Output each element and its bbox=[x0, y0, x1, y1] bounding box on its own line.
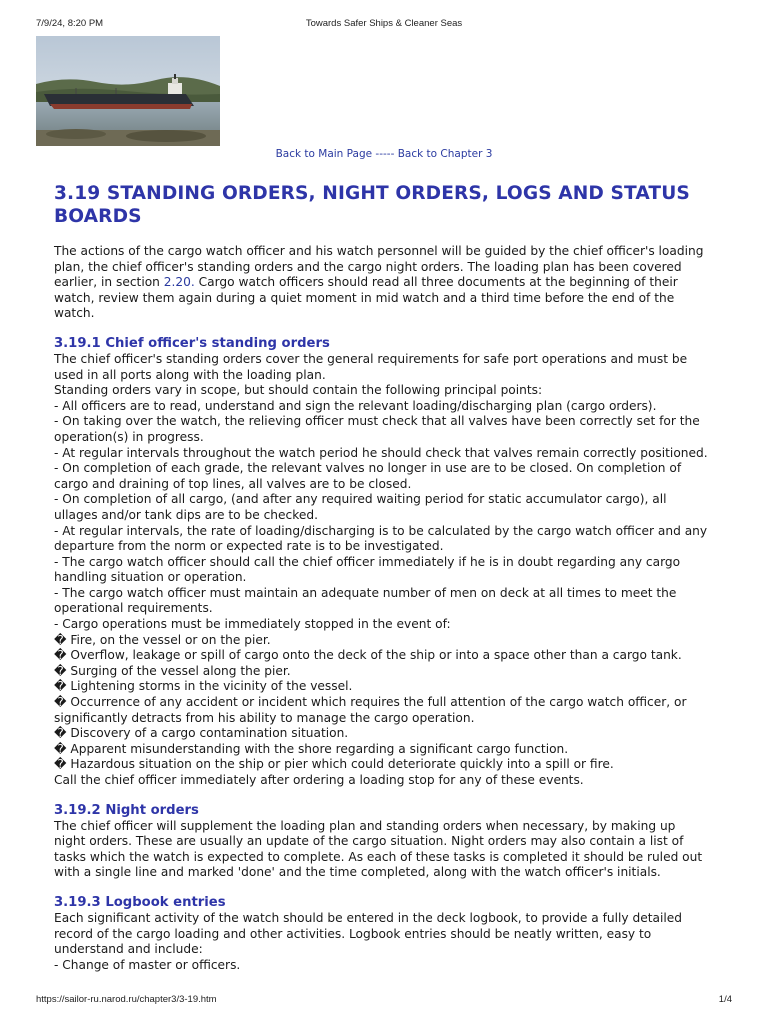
section-heading: 3.19.1 Chief officer's standing orders bbox=[54, 335, 330, 351]
print-footer bbox=[0, 994, 768, 1008]
stop-event-item: � Discovery of a cargo contamination situation. bbox=[54, 726, 349, 741]
back-to-main-page-link[interactable]: Back to Main Page bbox=[275, 148, 373, 160]
stop-event-item: � Fire, on the vessel or on the pier. bbox=[54, 632, 271, 647]
list-item: - Cargo operations must be immediately stopped in the event of: bbox=[54, 617, 451, 632]
print-page-title: Towards Safer Ships & Cleaner Seas bbox=[305, 18, 463, 29]
section-night-orders bbox=[54, 803, 710, 881]
list-item: - On taking over the watch, the relieving officer must check that all valves have been correctly set for the operation(s) in progress. bbox=[54, 414, 700, 444]
section-line: Call the chief officer immediately after ordering a loading stop for any of these events. bbox=[54, 773, 584, 787]
list-item: - On completion of each grade, the relevant valves no longer in use are to be closed. On completion of cargo and draining of top lines, all valves are to be closed. bbox=[54, 461, 682, 491]
navigation-links bbox=[0, 148, 768, 160]
print-header bbox=[0, 18, 768, 32]
section-standing-orders bbox=[54, 336, 710, 789]
section-line: Standing orders vary in scope, but should contain the following principal points: bbox=[54, 383, 543, 398]
stop-event-item: � Lightening storms in the vicinity of the vessel. bbox=[54, 679, 353, 694]
stop-event-item: � Surging of the vessel along the pier. bbox=[54, 663, 291, 678]
tanker-photo-image bbox=[36, 36, 220, 146]
print-datetime: 7/9/24, 8:20 PM bbox=[36, 18, 104, 29]
stop-event-item: � Overflow, leakage or spill of cargo onto the deck of the ship or into a space other than a cargo tank. bbox=[54, 648, 682, 663]
nav-separator: ----- bbox=[372, 148, 398, 160]
print-url: https://sailor-ru.narod.ru/chapter3/3-19.htm bbox=[36, 994, 217, 1005]
print-page-number: 1/4 bbox=[718, 994, 732, 1005]
list-item: - At regular intervals, the rate of loading/discharging is to be calculated by the cargo watch officer and any departure from the norm or expected rate is to be investigated. bbox=[54, 523, 708, 554]
section-reference-link[interactable]: 2.20. bbox=[163, 275, 195, 290]
section-line: The chief officer will supplement the loading plan and standing orders when necessary, by making up night orders. These are usually an update of the cargo situation. Night orders may also contain a list of tasks which the watch is expected to complete. As each of these tasks is completed it should be ruled out with a single line and marked 'done' and the time completed, along with the watch officer's initials. bbox=[54, 818, 703, 880]
stop-event-item: � Hazardous situation on the ship or pier which could deteriorate quickly into a spill or fire. bbox=[54, 757, 614, 772]
list-item: - The cargo watch officer must maintain an adequate number of men on deck at all times to meet the operational requirements. bbox=[54, 585, 677, 616]
list-item: - The cargo watch officer should call the chief officer immediately if he is in doubt regarding any cargo handling situation or operation. bbox=[54, 554, 681, 585]
section-logbook-entries bbox=[54, 895, 710, 973]
list-item: - All officers are to read, understand and sign the relevant loading/discharging plan (cargo orders). bbox=[54, 398, 657, 413]
list-item: - Change of master or officers. bbox=[54, 957, 241, 972]
list-item: - At regular intervals throughout the watch period he should check that valves remain correctly positioned. bbox=[54, 445, 708, 460]
section-heading: 3.19.3 Logbook entries bbox=[54, 894, 226, 910]
page-title: 3.19 STANDING ORDERS, NIGHT ORDERS, LOGS AND STATUS BOARDS bbox=[54, 183, 690, 227]
intro-text-before: The actions of the cargo watch officer and his watch personnel will be guided by the chief officer's loading plan, the chief officer's standing orders and the cargo night orders. The loading plan has been covered earlier, in section bbox=[54, 244, 704, 290]
stop-event-item: � Apparent misunderstanding with the shore regarding a significant cargo function. bbox=[54, 741, 569, 756]
list-item: - On completion of all cargo, (and after any required waiting period for static accumulator cargo), all ullages and/or tank dips are to be checked. bbox=[54, 492, 667, 522]
back-to-chapter-link[interactable]: Back to Chapter 3 bbox=[397, 148, 493, 160]
intro-paragraph bbox=[54, 244, 710, 322]
section-line: Each significant activity of the watch should be entered in the deck logbook, to provide a fully detailed record of the cargo loading and other activities. Logbook entries should be neatly written, easy to understand and include: bbox=[54, 910, 683, 957]
intro-text-after: Cargo watch officers should read all three documents at the beginning of their watch, review them again during a quiet moment in mid watch and a third time before the end of the watch. bbox=[54, 275, 678, 321]
section-line: The chief officer's standing orders cover the general requirements for safe port operations and must be used in all ports along with the loading plan. bbox=[54, 351, 688, 382]
article-content bbox=[54, 182, 710, 987]
section-heading: 3.19.2 Night orders bbox=[54, 802, 199, 818]
stop-event-item: � Occurrence of any accident or incident which requires the full attention of the cargo watch officer, or significantly detracts from his ability to manage the cargo operation. bbox=[54, 695, 687, 725]
tanker-photo bbox=[36, 36, 220, 146]
